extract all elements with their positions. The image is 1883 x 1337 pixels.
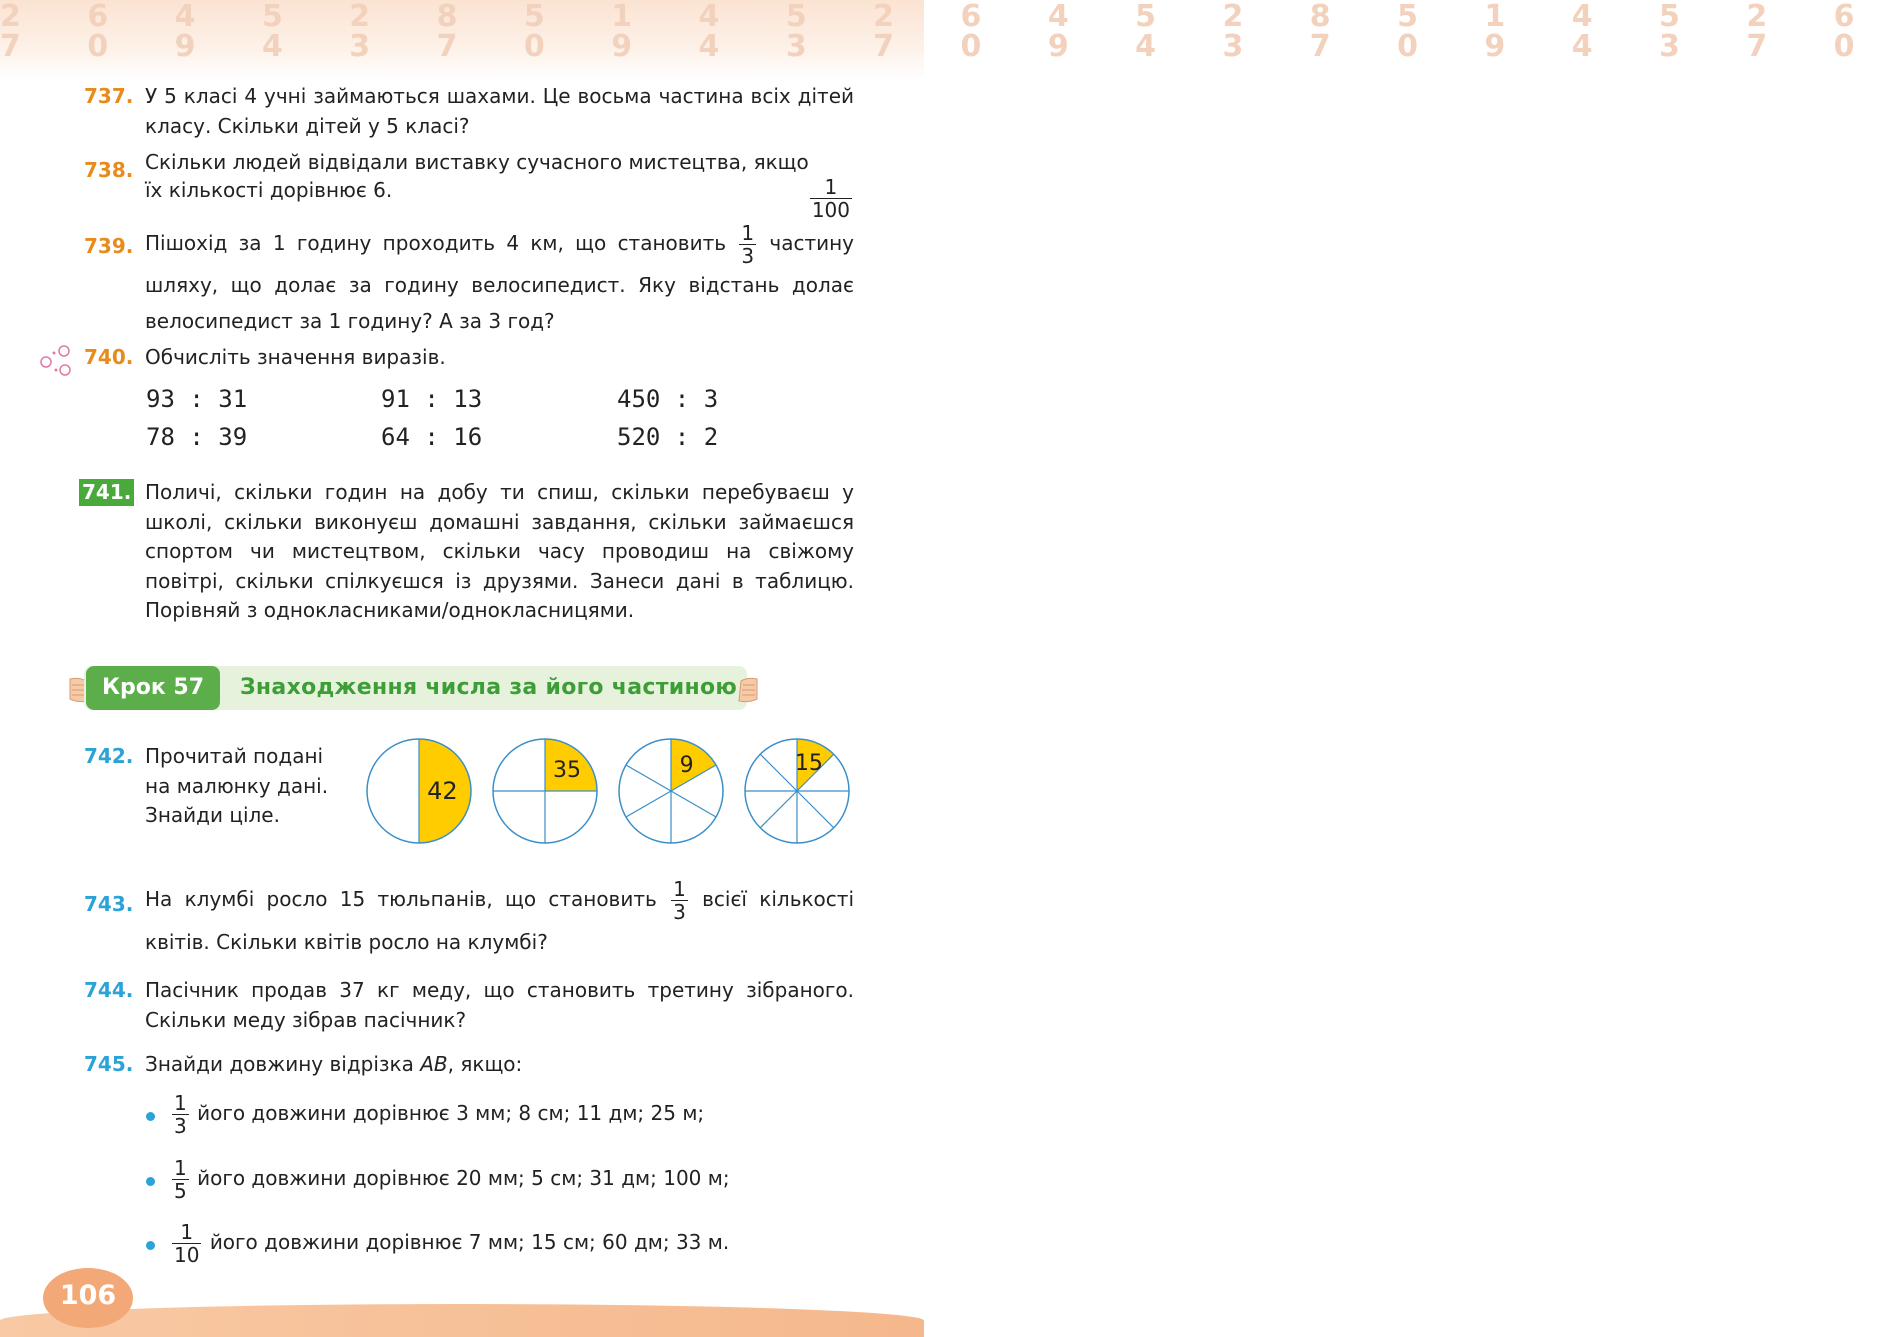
exercise-743 [84,878,854,961]
exercise-740 [84,343,854,373]
segment-name: AB [420,1052,448,1076]
bullet-item [170,1221,729,1266]
exercise-number: 745. [84,1052,134,1076]
fraction: $\frac{1}{3}$ [741,221,755,268]
step-label: Крок 57 [86,666,220,710]
exercise-739 [84,222,854,339]
step-title: Знаходження числа за його частиною [240,675,738,700]
exercise-number: 744. [84,978,134,1002]
expression: 91 : 13 [381,385,483,413]
expression: 450 : 3 [617,385,719,413]
sector-value: 42 [427,777,458,805]
fraction: $\frac{1}{3}$ [174,1091,187,1138]
exercise-738 [84,148,854,221]
exercise-text: Пішохід за 1 годину проходить 4 км, що становить [145,231,727,255]
exercise-text: Скільки людей відвідали виставку сучасного мистецтва, якщо [145,150,809,174]
division-line [760,754,797,791]
bullet-item [170,1157,730,1202]
exercise-text: На клумбі росло 15 тюльпанів, що становить [145,887,657,911]
bullet-text: його довжини дорівнює 3 мм; 8 см; 11 дм; 25 м; [197,1101,705,1125]
exercise-text: Знайди довжину відрізка [145,1052,414,1076]
exercise-number: 743. [84,892,134,916]
exercise-text-line: на малюнку дані. [145,773,329,798]
exercise-text-cont: їх кількості дорівнює 6. [145,178,393,202]
exercise-text-cont: частину шляху, що долає за годину велосипедист. Яку відстань долає велосипедист за 1 годину? А за 3 год? [145,231,855,333]
exercise-745 [84,1050,854,1080]
exercise-text: Поличі, скільки годин на добу ти спиш, скільки перебуваєш у школі, скільки виконуєш домашні завдання, скільки займаєшся спортом чи мистецтвом, скільки часу проводиш на свіжому повітрі, скільки спілкуєшся із друзями. Занеси дані в таблицю. Порівняй з однокласниками/однокласницями. [145,480,854,622]
exercise-text-line: Прочитай подані [145,744,324,768]
fraction-circles [360,735,855,850]
exercise-text-cont: всієї кількості квітів. Скільки квітів росло на клумбі? [145,887,854,954]
division-line [797,791,834,828]
bottom-decorative-band [0,1304,924,1337]
bullet [146,1241,155,1250]
fraction: $\frac{1}{3}$ [673,877,686,924]
group-work-icon [38,343,74,379]
exercise-number: 740. [84,345,134,369]
sector-value: 9 [679,752,694,778]
exercise-text: У 5 класі 4 учні займаються шахами. Це восьма частина всіх дітей класу. Скільки дітей у 5 класі? [145,84,854,138]
exercise-737 [84,82,854,141]
expression: 64 : 16 [381,423,483,451]
sector-value: 35 [553,757,582,783]
exercise-text: Обчисліть значення виразів. [145,345,446,369]
bullet [146,1177,155,1186]
division-line [671,791,716,817]
exercise-number: 737. [84,84,134,108]
sector-value: 15 [794,751,823,777]
hand-right-icon [737,675,761,705]
exercise-text-line: Знайди ціле. [145,803,280,827]
expression: 93 : 31 [146,385,248,413]
bullet-text: його довжини дорівнює 20 мм; 5 см; 31 дм; 100 м; [197,1166,730,1190]
exercise-number: 739. [84,234,134,258]
exercise-744 [84,976,854,1035]
page-number: 106 [43,1268,133,1328]
exercise-number: 741. [79,479,134,506]
exercise-text: Пасічник продав 37 кг меду, що становить третину зібраного. Скільки меду зібрав пасічник? [145,978,854,1032]
exercise-text-cont: , якщо: [447,1052,523,1076]
expression: 520 : 2 [617,423,719,451]
division-line [626,791,671,817]
division-line [626,765,671,791]
exercise-741 [84,478,854,626]
division-line [760,791,797,828]
fraction: $\frac{1}{100}$ [811,175,850,222]
exercise-742 [84,742,344,831]
fraction: $\frac{1}{5}$ [174,1156,187,1203]
exercise-number: 742. [84,744,134,768]
exercise-number: 738. [84,158,134,182]
decorative-digits: 2 6 4 5 2 8 5 1 4 5 2 6 4 5 2 8 5 1 4 5 2 6 7 0 9 4 3 7 0 9 4 3 7 0 9 4 3 7 0 9 4 3 7 0 [0,0,1883,64]
bullet-item [170,1092,704,1137]
bullet-text: його довжини дорівнює 7 мм; 15 см; 60 дм; 33 м. [209,1230,730,1254]
expression: 78 : 39 [146,423,248,451]
fraction: $\frac{1}{10}$ [174,1220,200,1267]
bullet [146,1112,155,1121]
